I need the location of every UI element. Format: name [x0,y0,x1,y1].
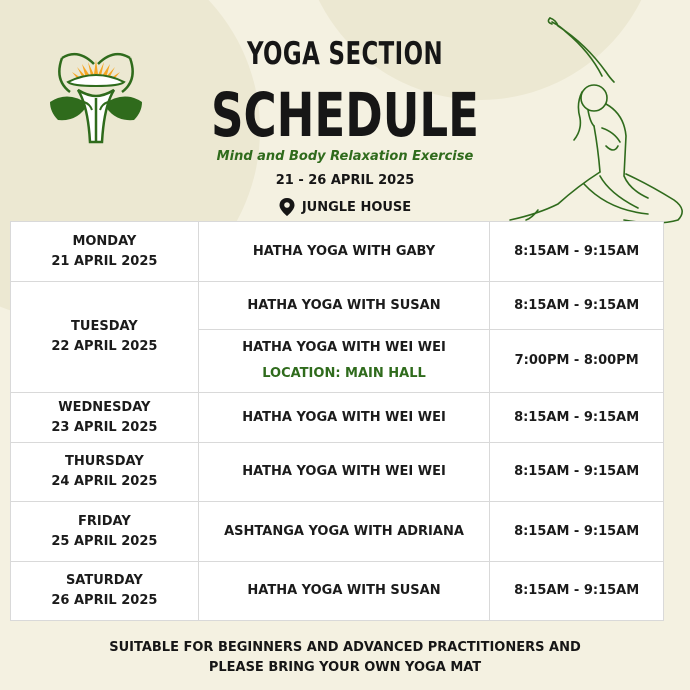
time-cell: 7:00PM - 8:00PM [490,330,664,393]
time-cell: 8:15AM - 9:15AM [490,282,664,330]
venue [0,198,690,216]
class-cell: ASHTANGA YOGA WITH ADRIANA [198,502,490,562]
footer-line-1: SUITABLE FOR BEGINNERS AND ADVANCED PRACTITIONERS AND [109,640,581,655]
class-location: LOCATION: MAIN HALL [262,366,426,381]
day-cell [11,222,199,282]
table-row [11,443,664,502]
day-label: TUESDAY [71,319,138,334]
subtitle: Mind and Body Relaxation Exercise [216,149,474,164]
table-row [11,282,664,330]
date-label: 24 APRIL 2025 [51,474,158,489]
title-small: YOGA SECTION [246,36,443,72]
time-cell: 8:15AM - 9:15AM [490,443,664,502]
date-label: 25 APRIL 2025 [51,533,158,549]
day-label: WEDNESDAY [58,399,151,415]
footer-note [0,638,690,678]
class-cell [198,330,490,393]
schedule-table [10,221,664,621]
venue-label: JUNGLE HOUSE [301,199,412,215]
date-label: 26 APRIL 2025 [51,593,158,608]
class-cell: HATHA YOGA WITH WEI WEI [198,393,490,443]
day-cell [11,502,199,562]
time-cell: 8:15AM - 9:15AM [490,562,664,621]
class-cell: HATHA YOGA WITH WEI WEI [198,443,490,502]
class-cell: HATHA YOGA WITH SUSAN [198,562,490,621]
date-label: 23 APRIL 2025 [51,419,158,435]
event-dates: 21 - 26 APRIL 2025 [275,173,415,188]
table-row [11,393,664,443]
time-cell: 8:15AM - 9:15AM [490,222,664,282]
time-cell: 8:15AM - 9:15AM [490,393,664,443]
page-title: SCHEDULE [211,80,479,151]
class-label: HATHA YOGA WITH WEI WEI [242,340,446,355]
day-label: SATURDAY [65,573,143,588]
date-label: 21 APRIL 2025 [51,253,158,269]
date-label: 22 APRIL 2025 [51,339,158,354]
day-cell [11,282,199,393]
day-label: THURSDAY [65,454,144,469]
time-cell: 8:15AM - 9:15AM [490,502,664,562]
day-cell [11,562,199,621]
day-label: FRIDAY [78,513,131,529]
day-cell [11,443,199,502]
table-row [11,562,664,621]
day-label: MONDAY [72,233,137,249]
class-cell: HATHA YOGA WITH SUSAN [198,282,490,330]
table-row [11,502,664,562]
footer-line-2: PLEASE BRING YOUR OWN YOGA MAT [208,660,482,675]
location-pin-icon [279,198,295,216]
day-cell [11,393,199,443]
table-row [11,222,664,282]
class-cell: HATHA YOGA WITH GABY [198,222,490,282]
